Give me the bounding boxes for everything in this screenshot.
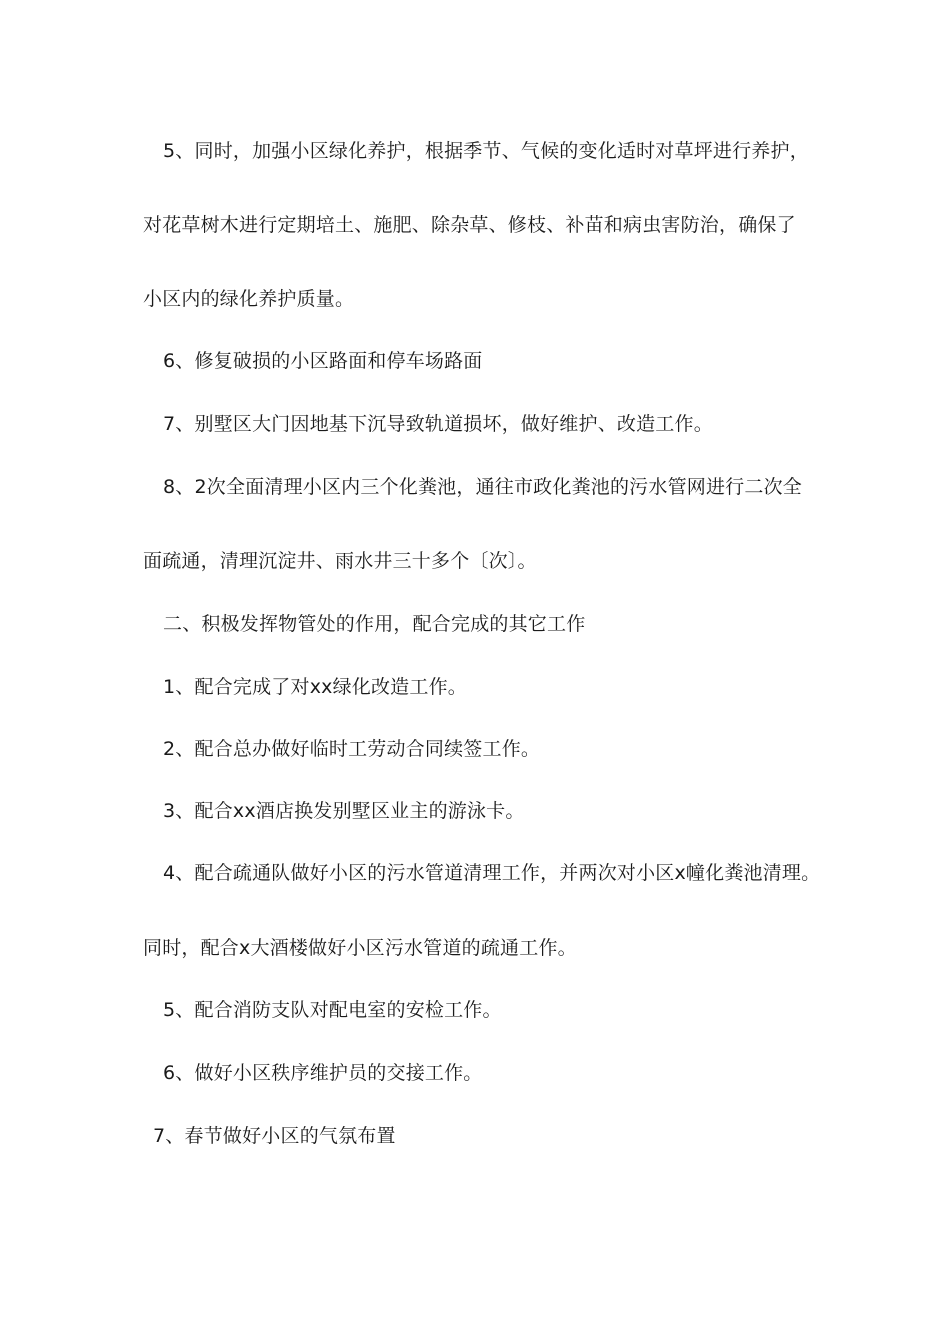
section-2-item-3: 3、配合xx酒店换发别墅区业主的游泳卡。 [163,800,525,822]
section-2-item-1: 1、配合完成了对xx绿化改造工作。 [163,676,467,698]
item-5-greening-line-2: 对花草树木进行定期培土、施肥、除杂草、修枝、补苗和病虫害防治，确保了 [143,214,796,236]
section-2-item-6: 6、做好小区秩序维护员的交接工作。 [163,1062,483,1084]
item-7-gate-maintenance: 7、别墅区大门因地基下沉导致轨道损坏，做好维护、改造工作。 [163,413,713,435]
section-2-item-4-line-1: 4、配合疏通队做好小区的污水管道清理工作，并两次对小区x幢化粪池清理。 [163,862,821,884]
section-2-heading: 二、积极发挥物管处的作用，配合完成的其它工作 [163,613,586,635]
item-6-road-repair: 6、修复破损的小区路面和停车场路面 [163,350,483,372]
item-5-greening-line-1: 5、同时，加强小区绿化养护，根据季节、气候的变化适时对草坪进行养护， [163,140,809,162]
item-5-greening-line-3: 小区内的绿化养护质量。 [143,288,355,310]
section-2-item-2: 2、配合总办做好临时工劳动合同续签工作。 [163,738,541,760]
item-8-septic-line-1: 8、2次全面清理小区内三个化粪池，通往市政化粪池的污水管网进行二次全 [163,476,802,498]
item-8-septic-line-2: 面疏通，清理沉淀井、雨水井三十多个〔次〕。 [143,550,537,572]
section-2-item-4-line-2: 同时，配合x大酒楼做好小区污水管道的疏通工作。 [143,937,577,959]
section-2-item-7: 7、春节做好小区的气氛布置 [153,1125,396,1147]
section-2-item-5: 5、配合消防支队对配电室的安检工作。 [163,999,502,1021]
